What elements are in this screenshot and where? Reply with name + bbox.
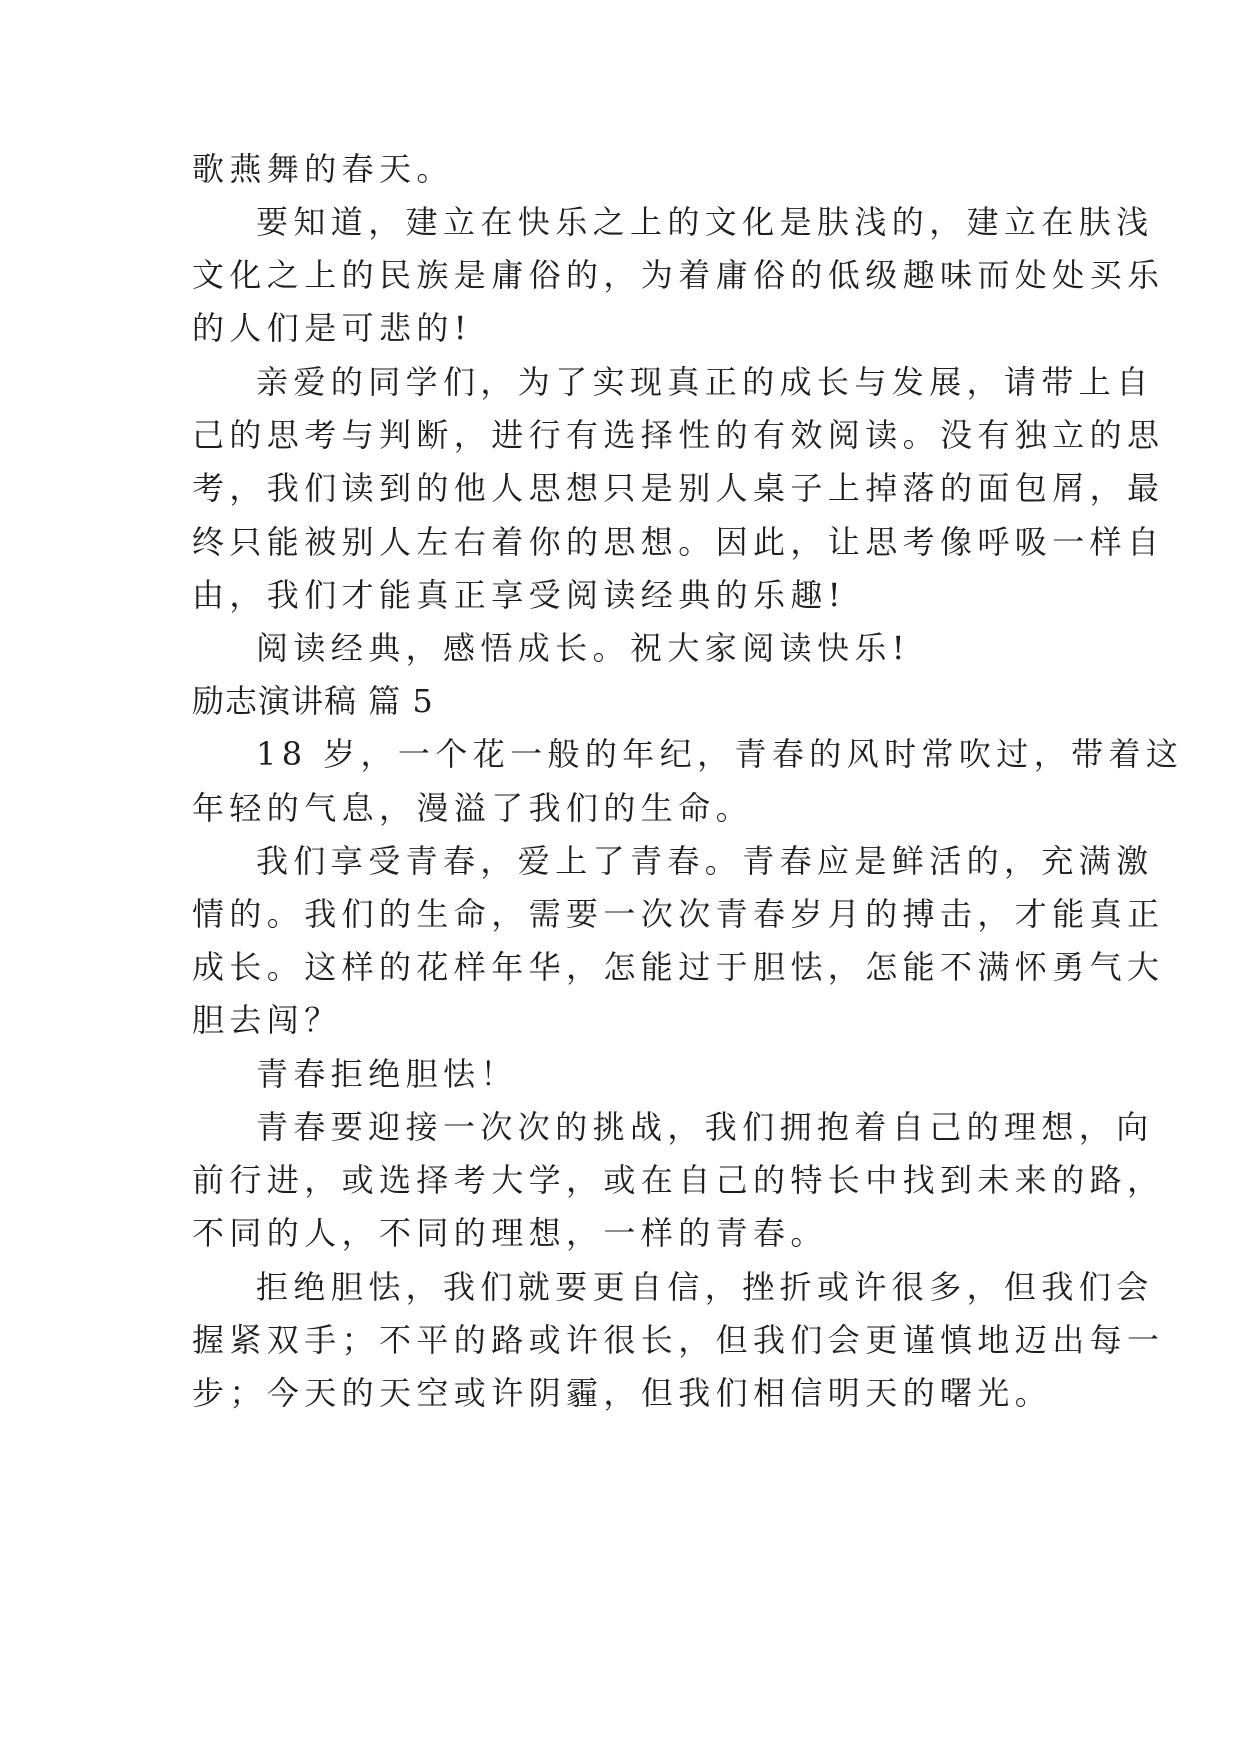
text-line: 的人们是可悲的! [192, 309, 473, 347]
paragraph-first-line: 要知道，建立在快乐之上的文化是肤浅的，建立在肤浅 [256, 203, 1154, 241]
text-line: 步；今天的天空或许阴霾，但我们相信明天的曙光。 [192, 1374, 1053, 1412]
text-line: 前行进，或选择考大学，或在自己的特长中找到未来的路， [192, 1161, 1165, 1199]
paragraph-first-line: 青春要迎接一次次的挑战，我们拥抱着自己的理想，向 [256, 1108, 1154, 1146]
section-heading: 励志演讲稿 篇 5 [192, 682, 434, 720]
text-line: 胆去闯？ [192, 1001, 342, 1039]
text-line: 年轻的气息，漫溢了我们的生命。 [192, 789, 754, 827]
paragraph-first-line: 18 岁，一个花一般的年纪，青春的风时常吹过，带着这 [256, 735, 1184, 773]
text-line: 握紧双手；不平的路或许很长，但我们会更谨慎地迈出每一 [192, 1321, 1165, 1359]
text-line: 己的思考与判断，进行有选择性的有效阅读。没有独立的思 [192, 416, 1165, 454]
text-line: 终只能被别人左右着你的思想。因此，让思考像呼吸一样自 [192, 523, 1165, 561]
text-line: 文化之上的民族是庸俗的，为着庸俗的低级趣味而处处买乐 [192, 256, 1165, 294]
text-line: 考，我们读到的他人思想只是别人桌子上掉落的面包屑，最 [192, 469, 1165, 507]
paragraph-first-line: 亲爱的同学们，为了实现真正的成长与发展，请带上自 [256, 363, 1154, 401]
text-line: 不同的人，不同的理想，一样的青春。 [192, 1214, 828, 1252]
text-line: 情的。我们的生命，需要一次次青春岁月的搏击，才能真正 [192, 895, 1165, 933]
paragraph-first-line: 拒绝胆怯，我们就要更自信，挫折或许很多，但我们会 [256, 1268, 1154, 1306]
paragraph-first-line: 我们享受青春，爱上了青春。青春应是鲜活的，充满激 [256, 842, 1154, 880]
text-line: 歌燕舞的春天。 [192, 150, 454, 188]
paragraph-first-line: 青春拒绝胆怯！ [256, 1055, 518, 1093]
paragraph-first-line: 阅读经典，感悟成长。祝大家阅读快乐! [256, 629, 911, 667]
text-line: 成长。这样的花样年华，怎能过于胆怯，怎能不满怀勇气大 [192, 948, 1165, 986]
text-line: 由，我们才能真正享受阅读经典的乐趣! [192, 576, 847, 614]
